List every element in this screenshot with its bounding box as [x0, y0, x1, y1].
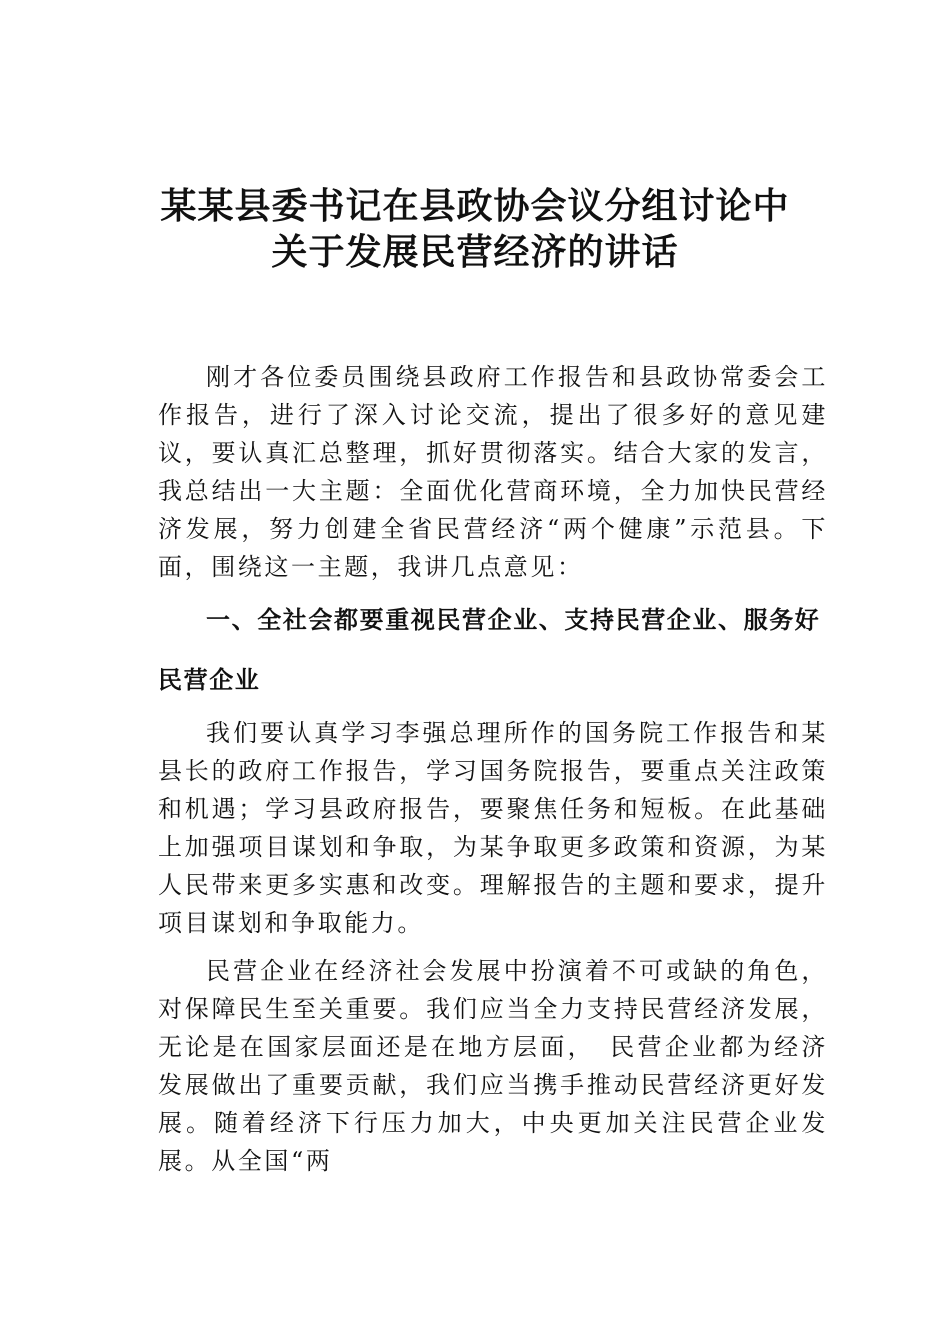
paragraph-private-enterprise: 民营企业在经济社会发展中扮演着不可或缺的角色，对保障民生至关重要。我们应当全力支持民营经济发展，无论是在国家层面还是在地方层面， 民营企业都为经济发展做出了重要贡献，我们应当携手推动民营经济更好发展。随着经济下行压力加大，中央更加关注民营企业发展。从全国“两: [158, 957, 828, 1175]
spacer: [158, 942, 828, 952]
document-title: [0, 184, 950, 276]
paragraph-intro: 刚才各位委员围绕县政府工作报告和县政协常委会工作报告，进行了深入讨论交流，提出了很多好的意见建议，要认真汇总整理，抓好贯彻落实。结合大家的发言，我总结出一大主题：全面优化营商环境，全力加快民营经济发展，努力创建全省民营经济“两个健康”示范县。下面，围绕这一主题，我讲几点意见：: [158, 363, 828, 581]
paragraph-study-reports: 我们要认真学习李强总理所作的国务院工作报告和某县长的政府工作报告，学习国务院报告，要重点关注政策和机遇；学习县政府报告，要聚焦任务和短板。在此基础上加强项目谋划和争取，为某争取更多政策和资源，为某人民带来更多实惠和改变。理解报告的主题和要求，提升项目谋划和争取能力。: [158, 719, 828, 937]
title-line-2: 关于发展民营经济的讲话: [271, 232, 679, 273]
section-heading-1: 一、全社会都要重视民营企业、支持民营企业、服务好民营企业: [158, 606, 821, 694]
title-line-1: 某某县委书记在县政协会议分组讨论中: [160, 186, 790, 227]
document-body: [158, 358, 828, 1180]
